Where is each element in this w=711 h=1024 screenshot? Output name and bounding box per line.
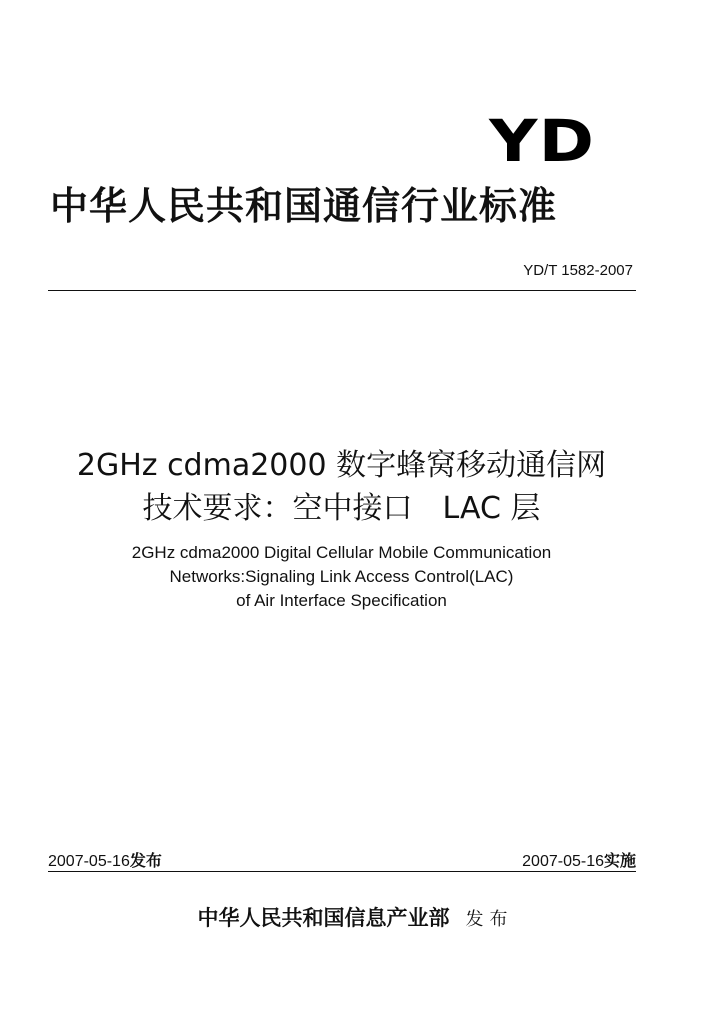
- implementation-date: [522, 848, 636, 871]
- standard-code: YD/T 1582-2007: [523, 262, 633, 279]
- header-divider: [48, 290, 636, 291]
- document-title-en-line1: 2GHz cdma2000 Digital Cellular Mobile Communication: [131, 543, 552, 562]
- document-title-cn-line1: 2GHz cdma2000 数字蜂窝移动通信网: [76, 448, 607, 483]
- yd-logo: YD: [489, 107, 595, 175]
- issue-date: [48, 848, 162, 871]
- standard-category-title: 中华人民共和国通信行业标准: [50, 184, 558, 228]
- document-title-en-line3: of Air Interface Specification: [236, 591, 447, 610]
- document-title-en-line2: Networks:Signaling Link Access Control(LAC): [169, 567, 514, 586]
- issue-date-value: 2007-05-16: [48, 853, 130, 870]
- publisher-name: 中华人民共和国信息产业部: [197, 905, 450, 930]
- issue-date-label: 发布: [129, 851, 162, 870]
- footer-divider: [48, 871, 636, 872]
- publisher-action: 发布: [465, 909, 514, 930]
- implementation-date-label: 实施: [603, 851, 636, 870]
- implementation-date-value: 2007-05-16: [522, 853, 604, 870]
- document-title-cn-line2: 技术要求：空中接口 LAC 层: [142, 491, 541, 526]
- publisher: [0, 902, 711, 932]
